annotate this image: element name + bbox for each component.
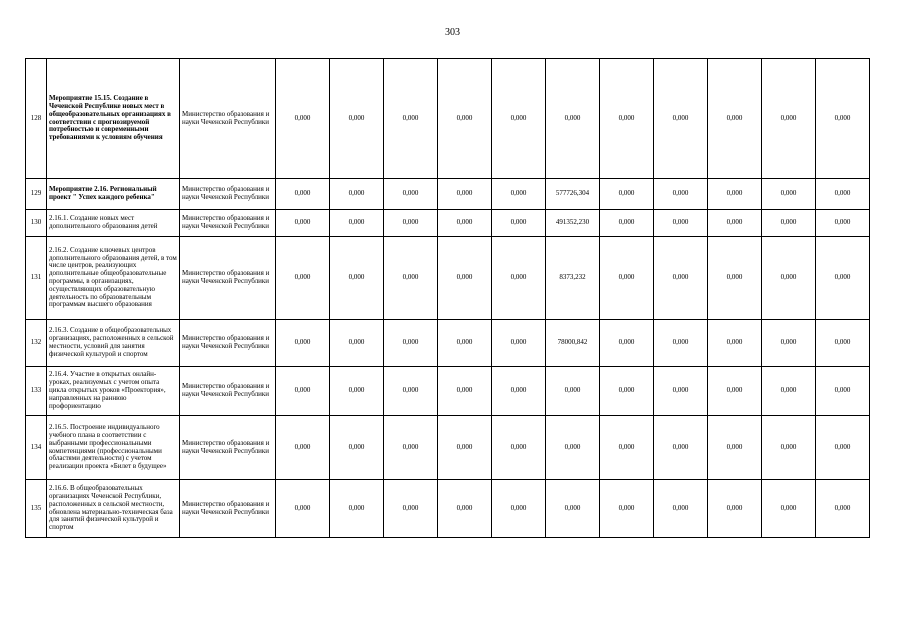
funding-value: 0,000 [708, 367, 762, 416]
funding-value: 0,000 [330, 59, 384, 179]
funding-value: 0,000 [816, 59, 870, 179]
funding-value: 577726,304 [546, 179, 600, 210]
funding-value: 0,000 [762, 416, 816, 480]
funding-value: 0,000 [654, 237, 708, 320]
table-row [26, 480, 870, 538]
responsible-executor: Министерство образования и науки Чеченской Республики [180, 210, 276, 237]
funding-value: 0,000 [492, 320, 546, 367]
funding-value: 491352,230 [546, 210, 600, 237]
funding-value: 0,000 [492, 210, 546, 237]
budget-table [25, 58, 870, 538]
activity-description: 2.16.5. Построение индивидуального учебного плана в соответствии с выбранными профессиональными компетенциями (профессиональными областями деятельности) с учетом реализации проекта «Билет в будущее» [47, 416, 180, 480]
activity-description: 2.16.1. Создание новых мест дополнительного образования детей [47, 210, 180, 237]
funding-value: 0,000 [438, 179, 492, 210]
funding-value: 0,000 [762, 210, 816, 237]
funding-value: 0,000 [654, 179, 708, 210]
funding-value: 0,000 [384, 480, 438, 538]
row-number: 133 [26, 367, 47, 416]
funding-value: 0,000 [816, 320, 870, 367]
funding-value: 0,000 [708, 210, 762, 237]
funding-value: 0,000 [762, 179, 816, 210]
funding-value: 0,000 [276, 59, 330, 179]
funding-value: 0,000 [816, 480, 870, 538]
funding-value: 0,000 [654, 480, 708, 538]
funding-value: 0,000 [762, 480, 816, 538]
responsible-executor: Министерство образования и науки Чеченской Республики [180, 320, 276, 367]
funding-value: 0,000 [438, 367, 492, 416]
table-row [26, 210, 870, 237]
funding-value: 0,000 [816, 210, 870, 237]
funding-value: 0,000 [762, 237, 816, 320]
funding-value: 0,000 [600, 210, 654, 237]
row-number: 134 [26, 416, 47, 480]
activity-description: 2.16.4. Участие в открытых онлайн-уроках, реализуемых с учетом опыта цикла открытых уроков «Проектория», направленных на раннюю профориентацию [47, 367, 180, 416]
responsible-executor: Министерство образования и науки Чеченской Республики [180, 59, 276, 179]
row-number: 130 [26, 210, 47, 237]
funding-value: 0,000 [276, 367, 330, 416]
responsible-executor: Министерство образования и науки Чеченской Республики [180, 480, 276, 538]
funding-value: 0,000 [384, 367, 438, 416]
funding-value: 0,000 [546, 59, 600, 179]
funding-value: 0,000 [276, 320, 330, 367]
funding-value: 0,000 [492, 179, 546, 210]
activity-description: 2.16.2. Создание ключевых центров дополнительного образования детей, в том числе центров, реализующих дополнительные общеобразовательные программы, в организациях, осуществляющих образовательную деятельность по образовательным программам высшего образования [47, 237, 180, 320]
funding-value: 0,000 [816, 179, 870, 210]
funding-value: 78000,842 [546, 320, 600, 367]
funding-value: 0,000 [492, 59, 546, 179]
funding-value: 0,000 [600, 59, 654, 179]
funding-value: 0,000 [438, 210, 492, 237]
funding-value: 0,000 [438, 59, 492, 179]
table-row [26, 59, 870, 179]
funding-value: 0,000 [654, 367, 708, 416]
funding-value: 0,000 [492, 480, 546, 538]
funding-value: 0,000 [654, 210, 708, 237]
funding-value: 0,000 [600, 480, 654, 538]
row-number: 132 [26, 320, 47, 367]
funding-value: 0,000 [330, 320, 384, 367]
table-row [26, 320, 870, 367]
funding-value: 0,000 [330, 480, 384, 538]
funding-value: 0,000 [384, 210, 438, 237]
funding-value: 0,000 [708, 416, 762, 480]
responsible-executor: Министерство образования и науки Чеченской Республики [180, 237, 276, 320]
funding-value: 0,000 [276, 179, 330, 210]
funding-value: 0,000 [762, 59, 816, 179]
funding-value: 0,000 [384, 237, 438, 320]
table-row [26, 416, 870, 480]
funding-value: 0,000 [600, 416, 654, 480]
funding-value: 0,000 [816, 237, 870, 320]
funding-value: 0,000 [438, 416, 492, 480]
funding-value: 0,000 [708, 480, 762, 538]
funding-value: 8373,232 [546, 237, 600, 320]
funding-value: 0,000 [708, 59, 762, 179]
funding-value: 0,000 [384, 320, 438, 367]
funding-value: 0,000 [330, 416, 384, 480]
funding-value: 0,000 [330, 367, 384, 416]
funding-value: 0,000 [600, 367, 654, 416]
funding-value: 0,000 [330, 179, 384, 210]
activity-description: Мероприятие 15.15. Создание в Чеченской Республике новых мест в общеобразовательных организациях в соответствии с прогнозируемой потребностью и современными требованиями к условиям обучения [47, 59, 180, 179]
funding-value: 0,000 [492, 367, 546, 416]
funding-value: 0,000 [708, 237, 762, 320]
page-number: 303 [445, 27, 460, 38]
table-row [26, 237, 870, 320]
table-body [26, 59, 870, 538]
funding-value: 0,000 [438, 480, 492, 538]
funding-value: 0,000 [546, 480, 600, 538]
funding-value: 0,000 [762, 367, 816, 416]
funding-value: 0,000 [654, 320, 708, 367]
funding-value: 0,000 [708, 320, 762, 367]
funding-value: 0,000 [654, 416, 708, 480]
funding-value: 0,000 [276, 210, 330, 237]
responsible-executor: Министерство образования и науки Чеченской Республики [180, 179, 276, 210]
funding-value: 0,000 [492, 237, 546, 320]
funding-value: 0,000 [762, 320, 816, 367]
funding-value: 0,000 [330, 210, 384, 237]
funding-value: 0,000 [708, 179, 762, 210]
activity-description: 2.16.3. Создание в общеобразовательных организациях, расположенных в сельской местности, условий для занятия физической культурой и спортом [47, 320, 180, 367]
funding-value: 0,000 [330, 237, 384, 320]
funding-value: 0,000 [276, 480, 330, 538]
funding-value: 0,000 [384, 59, 438, 179]
funding-value: 0,000 [438, 237, 492, 320]
funding-value: 0,000 [546, 416, 600, 480]
funding-value: 0,000 [600, 320, 654, 367]
funding-value: 0,000 [546, 367, 600, 416]
table-row [26, 179, 870, 210]
activity-description: 2.16.6. В общеобразовательных организациях Чеченской Республики, расположенных в сельской местности, обновлена материально-техническая база для занятий физической культурой и спортом [47, 480, 180, 538]
responsible-executor: Министерство образования и науки Чеченской Республики [180, 367, 276, 416]
activity-description: Мероприятие 2.16. Региональный проект " Успех каждого ребенка" [47, 179, 180, 210]
row-number: 135 [26, 480, 47, 538]
row-number: 129 [26, 179, 47, 210]
funding-value: 0,000 [384, 179, 438, 210]
funding-value: 0,000 [492, 416, 546, 480]
funding-value: 0,000 [816, 367, 870, 416]
funding-value: 0,000 [600, 237, 654, 320]
row-number: 128 [26, 59, 47, 179]
responsible-executor: Министерство образования и науки Чеченской Республики [180, 416, 276, 480]
table-row [26, 367, 870, 416]
funding-value: 0,000 [654, 59, 708, 179]
funding-value: 0,000 [384, 416, 438, 480]
funding-value: 0,000 [600, 179, 654, 210]
funding-value: 0,000 [438, 320, 492, 367]
row-number: 131 [26, 237, 47, 320]
funding-value: 0,000 [816, 416, 870, 480]
funding-value: 0,000 [276, 237, 330, 320]
funding-value: 0,000 [276, 416, 330, 480]
